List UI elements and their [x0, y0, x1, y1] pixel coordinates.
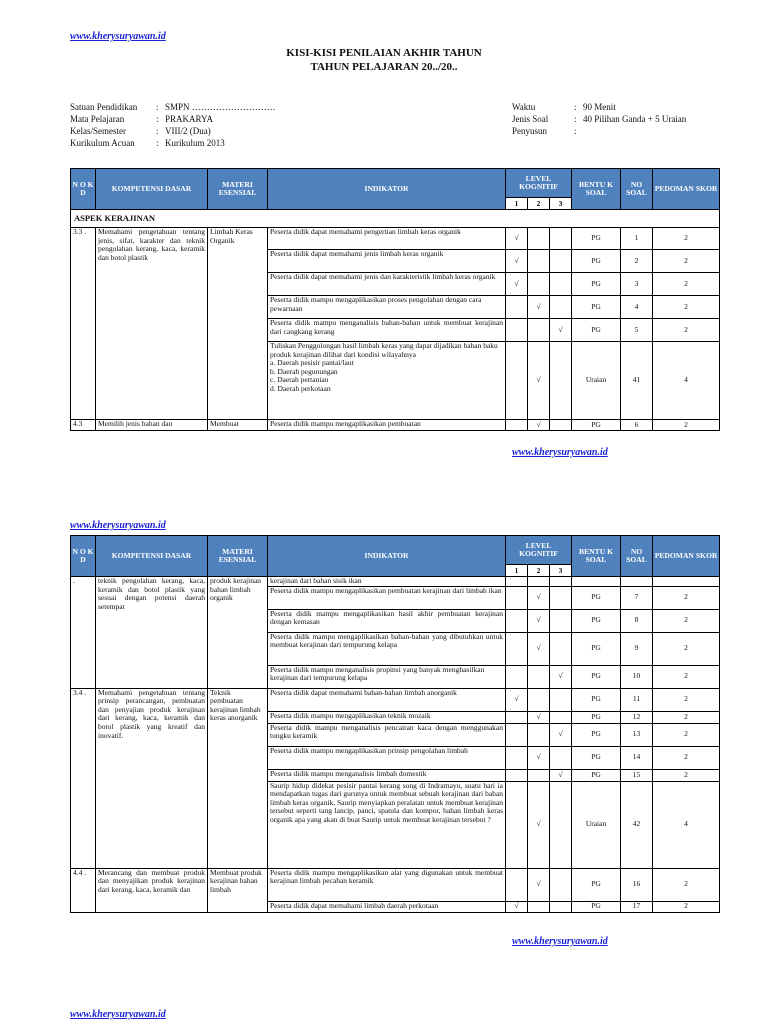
meta-key: Satuan Pendidikan: [70, 102, 138, 112]
materi-esensial: Membuat produk kerajinan bahan limbah: [208, 868, 268, 912]
level-3-mark: [550, 250, 572, 273]
indikator: Peserta didik mampu mengaplikasikan bahan-bahan yang dibutuhkan untuk membuat kerajinan dari tempurung kelapa: [268, 632, 506, 665]
bentuk-soal: PG: [572, 250, 621, 273]
pedoman-skor: 2: [653, 273, 720, 296]
level-1-mark: [506, 781, 528, 868]
header-materi: MATERI ESENSIAL: [208, 169, 268, 210]
bentuk-soal: PG: [572, 632, 621, 665]
materi-esensial: Limbah Keras Organik: [208, 228, 268, 420]
pedoman-skor: 2: [653, 420, 720, 431]
header-no-kd: N O K D: [71, 536, 96, 577]
header-no-soal: NO SOAL: [621, 536, 653, 577]
bentuk-soal: PG: [572, 586, 621, 609]
meta-value: 90 Menit: [583, 102, 616, 112]
pedoman-skor: 4: [653, 781, 720, 868]
pedoman-skor: 2: [653, 746, 720, 769]
kd-number: 3.4 .: [71, 688, 96, 868]
level-3-mark: [550, 688, 572, 711]
pedoman-skor: 2: [653, 319, 720, 342]
level-3-mark: [550, 273, 572, 296]
bentuk-soal: PG: [572, 688, 621, 711]
no-soal: 6: [621, 420, 653, 431]
uraian-option: a. Daerah pesisir pantai/laut: [270, 358, 354, 368]
indikator: Peserta didik dapat memahami limbah daerah perkotaan: [268, 901, 506, 912]
level-3-mark: [550, 901, 572, 912]
level-1-mark: [506, 769, 528, 781]
indikator-uraian: Saurip hidup didekat pesisir pantai kerang song di Indramayu, suatu hari ia mendapatkan tugas dari gurunya untuk membuat sebuah kerajinan dari bahan limbah keras organik, Saurip menyiapkan peralatan untuk membuat kerajinan tersebut seperti tang lancip, panci, spatula dan kompor, bahan limbah keras organik apa yang akan di buat Saurip untuk membuat kerajinan tersebut ?: [268, 781, 506, 868]
header-level: LEVEL KOGNITIF: [506, 536, 572, 565]
meta-row: [70, 101, 275, 113]
kompetensi-dasar: Merancang dan membuat produk dan menyajikan produk kerajinan dari kerang, kaca, keramik dan: [96, 868, 208, 912]
meta-left: [70, 101, 275, 149]
indikator: Peserta didik dapat memahami pengertian limbah keras organik: [268, 228, 506, 250]
meta-right: [512, 101, 686, 137]
header-level-2: 2: [528, 198, 550, 210]
level-3-mark: √: [550, 665, 572, 688]
pedoman-skor: 2: [653, 586, 720, 609]
header-pedoman: PEDOMAN SKOR: [653, 536, 720, 577]
level-2-mark: √: [528, 746, 550, 769]
meta-key: Kelas/Semester: [70, 126, 126, 136]
kompetensi-dasar: teknik pengolahan kerang, kaca, keramik dan botol plastik yang sesuai dengan potensi daerah setempat: [96, 577, 208, 689]
level-1-mark: [506, 868, 528, 901]
level-3-mark: [550, 586, 572, 609]
kompetensi-dasar: Memilih jenis bahan dan: [96, 420, 208, 431]
meta-row: [512, 101, 686, 113]
website-link-top[interactable]: www.kherysuryawan.id: [70, 31, 166, 42]
indikator: Peserta didik mampu mengaplikasikan pembuatan kerajinan dari limbah ikan: [268, 586, 506, 609]
level-1-mark: [506, 746, 528, 769]
level-3-mark: [550, 711, 572, 723]
bentuk-soal: PG: [572, 273, 621, 296]
no-soal: 42: [621, 781, 653, 868]
no-soal: 5: [621, 319, 653, 342]
indikator: Peserta didik mampu menganalisis bahan-bahan untuk membuat kerajinan dari cangkang kerang: [268, 319, 506, 342]
indikator: Peserta didik mampu menganalisis propinsi yang banyak menghasilkan kerajinan dari tempurung kelapa: [268, 665, 506, 688]
pedoman-skor: 2: [653, 665, 720, 688]
header-kompetensi: KOMPETENSI DASAR: [96, 169, 208, 210]
level-2-mark: √: [528, 342, 550, 420]
level-2-mark: [528, 319, 550, 342]
level-1-mark: [506, 723, 528, 746]
level-3-mark: [550, 746, 572, 769]
kisi-table-page-1: [70, 168, 720, 431]
level-2-mark: √: [528, 781, 550, 868]
header-no-soal: NO SOAL: [621, 169, 653, 210]
meta-row: [512, 113, 686, 125]
website-link-footer-2[interactable]: www.kherysuryawan.id: [512, 936, 608, 947]
indikator: Peserta didik mampu menganalisis pencairan kaca dengan menggunakan tungku keramik: [268, 723, 506, 746]
uraian-options: [270, 359, 503, 393]
meta-key: Jenis Soal: [512, 114, 549, 124]
materi-esensial: Membuat: [208, 420, 268, 431]
indikator: Peserta didik mampu mengaplikasikan hasil akhir pembuatan kerajinan dengan kemasan: [268, 609, 506, 632]
pedoman-skor: 2: [653, 688, 720, 711]
bentuk-soal: PG: [572, 746, 621, 769]
pedoman-skor: 2: [653, 901, 720, 912]
pedoman-skor: 2: [653, 723, 720, 746]
pedoman-skor: 2: [653, 609, 720, 632]
kd-number: 3.3 .: [71, 228, 96, 420]
no-soal: 13: [621, 723, 653, 746]
level-2-mark: [528, 901, 550, 912]
level-1-mark: √: [506, 250, 528, 273]
meta-value: VIII/2 (Dua): [165, 126, 211, 136]
pedoman-skor: 2: [653, 250, 720, 273]
indikator: Peserta didik dapat memahami jenis dan karakteristik limbah keras organik: [268, 273, 506, 296]
level-1-mark: [506, 665, 528, 688]
no-soal: 7: [621, 586, 653, 609]
bentuk-soal: PG: [572, 609, 621, 632]
pedoman-skor: 2: [653, 769, 720, 781]
header-materi: MATERI ESENSIAL: [208, 536, 268, 577]
meta-sep: :: [156, 126, 159, 136]
bentuk-soal: PG: [572, 420, 621, 431]
indikator-uraian: [268, 342, 506, 420]
level-1-mark: [506, 711, 528, 723]
meta-key: Penyusun: [512, 126, 548, 136]
no-soal: 8: [621, 609, 653, 632]
bentuk-soal: PG: [572, 711, 621, 723]
no-soal: [621, 577, 653, 587]
bentuk-soal: PG: [572, 296, 621, 319]
meta-row: [70, 113, 275, 125]
uraian-option: c. Daerah pertanian: [270, 375, 329, 385]
indikator: Peserta didik mampu mengaplikasikan teknik mozaik: [268, 711, 506, 723]
bentuk-soal: PG: [572, 665, 621, 688]
pedoman-skor: [653, 577, 720, 587]
no-soal: 4: [621, 296, 653, 319]
bentuk-soal: Uraian: [572, 342, 621, 420]
level-1-mark: √: [506, 273, 528, 296]
bentuk-soal: PG: [572, 769, 621, 781]
meta-key: Kurikulum Acuan: [70, 138, 135, 148]
level-3-mark: [550, 296, 572, 319]
website-link-footer-1[interactable]: www.kherysuryawan.id: [512, 447, 608, 458]
level-1-mark: √: [506, 688, 528, 711]
level-3-mark: [550, 342, 572, 420]
header-pedoman: PEDOMAN SKOR: [653, 169, 720, 210]
indikator: Peserta didik mampu mengaplikasikan proses pengolahan dengan cara pewarnaan: [268, 296, 506, 319]
bentuk-soal: PG: [572, 228, 621, 250]
level-2-mark: √: [528, 609, 550, 632]
header-level-3: 3: [550, 565, 572, 577]
kd-number: 4.4 .: [71, 868, 96, 912]
meta-value: PRAKARYA: [165, 114, 214, 124]
level-3-mark: √: [550, 319, 572, 342]
meta-row: [70, 137, 275, 149]
header-level: LEVEL KOGNITIF: [506, 169, 572, 198]
level-3-mark: [550, 420, 572, 431]
pedoman-skor: 2: [653, 868, 720, 901]
no-soal: 14: [621, 746, 653, 769]
uraian-option: d. Daerah perkotaan: [270, 383, 331, 393]
level-1-mark: [506, 577, 528, 587]
header-level-3: 3: [550, 198, 572, 210]
level-1-mark: [506, 342, 528, 420]
level-1-mark: [506, 420, 528, 431]
bentuk-soal: Uraian: [572, 781, 621, 868]
level-1-mark: [506, 586, 528, 609]
meta-sep: :: [574, 114, 577, 124]
header-no-kd: N O K D: [71, 169, 96, 210]
kd-number: 4.3: [71, 420, 96, 431]
meta-sep: :: [156, 102, 159, 112]
materi-esensial: Teknik pembuatan kerajinan limbah keras anorganik: [208, 688, 268, 868]
no-soal: 41: [621, 342, 653, 420]
bentuk-soal: PG: [572, 723, 621, 746]
level-1-mark: [506, 632, 528, 665]
no-soal: 17: [621, 901, 653, 912]
meta-sep: :: [574, 126, 577, 136]
bentuk-soal: PG: [572, 319, 621, 342]
kd-number: .: [71, 577, 96, 689]
bentuk-soal: PG: [572, 901, 621, 912]
level-1-mark: √: [506, 228, 528, 250]
no-soal: 15: [621, 769, 653, 781]
level-3-mark: √: [550, 723, 572, 746]
no-soal: 11: [621, 688, 653, 711]
header-bentuk: BENTU K SOAL: [572, 169, 621, 210]
level-2-mark: [528, 769, 550, 781]
header-level-2: 2: [528, 565, 550, 577]
uraian-option: b. Daerah pegunungan: [270, 366, 338, 376]
meta-key: Mata Pelajaran: [70, 114, 125, 124]
materi-esensial: produk kerajinan bahan limbah organik: [208, 577, 268, 689]
meta-value: Kurikulum 2013: [165, 138, 225, 148]
kompetensi-dasar: Memahami pengetahuan tentang prinsip perancangan, pembuatan dan penyajian produk kerajinan dari kerang, kaca, keramik dan botol plastik yang kreatif dan inovatif.: [96, 688, 208, 868]
indikator: Peserta didik dapat memahami bahan-bahan limbah anorganik: [268, 688, 506, 711]
meta-sep: :: [574, 102, 577, 112]
meta-row: [70, 125, 275, 137]
level-3-mark: [550, 609, 572, 632]
level-3-mark: [550, 781, 572, 868]
indikator: Peserta didik mampu mengaplikasikan prinsip pengolahan limbah: [268, 746, 506, 769]
pedoman-skor: 2: [653, 711, 720, 723]
uraian-question: Tuliskan Penggolongan hasil limbah keras yang dapat dijadikan bahan baku produk kerajinan dilihat dari kondisi wilayahnya: [270, 341, 498, 359]
no-soal: 1: [621, 228, 653, 250]
level-2-mark: [528, 665, 550, 688]
website-link-page-3[interactable]: www.kherysuryawan.id: [70, 1009, 166, 1020]
level-2-mark: [528, 688, 550, 711]
document-title: KISI-KISI PENILAIAN AKHIR TAHUN: [286, 47, 482, 59]
pedoman-skor: 2: [653, 632, 720, 665]
indikator: Peserta didik dapat memahami jenis limbah keras organik: [268, 250, 506, 273]
pedoman-skor: 2: [653, 228, 720, 250]
header-bentuk: BENTU K SOAL: [572, 536, 621, 577]
kompetensi-dasar: Memahami pengetahuan tentang jenis, sifat, karakter dan teknik pengolahan kerang, kaca, keramik dan botol plastik: [96, 228, 208, 420]
level-1-mark: [506, 319, 528, 342]
no-soal: 10: [621, 665, 653, 688]
meta-sep: :: [156, 138, 159, 148]
meta-sep: :: [156, 114, 159, 124]
level-3-mark: √: [550, 769, 572, 781]
level-1-mark: [506, 609, 528, 632]
header-indikator: INDIKATOR: [268, 169, 506, 210]
level-2-mark: [528, 273, 550, 296]
meta-value: SMPN ……………………….: [165, 102, 276, 112]
no-soal: 2: [621, 250, 653, 273]
level-3-mark: [550, 577, 572, 587]
level-2-mark: [528, 228, 550, 250]
no-soal: 16: [621, 868, 653, 901]
level-2-mark: [528, 723, 550, 746]
meta-row: [512, 125, 686, 137]
header-indikator: INDIKATOR: [268, 536, 506, 577]
level-2-mark: √: [528, 632, 550, 665]
level-2-mark: [528, 577, 550, 587]
pedoman-skor: 2: [653, 296, 720, 319]
indikator: Peserta didik mampu mengaplikasikan pembuatan: [268, 420, 506, 431]
indikator: Peserta didik mampu mengaplikasikan alat yang digunakan untuk membuat kerajinan limbah pecahan keramik: [268, 868, 506, 901]
indikator: Peserta didik mampu menganalisis limbah domestik: [268, 769, 506, 781]
header-level-1: 1: [506, 198, 528, 210]
meta-value: 40 Pilihan Ganda + 5 Uraian: [583, 114, 687, 124]
level-1-mark: [506, 296, 528, 319]
header-kompetensi: KOMPETENSI DASAR: [96, 536, 208, 577]
document-subtitle: TAHUN PELAJARAN 20../20..: [310, 61, 458, 73]
aspek-heading: ASPEK KERAJINAN: [71, 210, 720, 228]
website-link-page-2[interactable]: www.kherysuryawan.id: [70, 520, 166, 531]
level-1-mark: √: [506, 901, 528, 912]
level-3-mark: [550, 868, 572, 901]
level-3-mark: [550, 228, 572, 250]
level-2-mark: √: [528, 868, 550, 901]
no-soal: 3: [621, 273, 653, 296]
level-3-mark: [550, 632, 572, 665]
meta-key: Waktu: [512, 102, 536, 112]
no-soal: 12: [621, 711, 653, 723]
level-2-mark: √: [528, 420, 550, 431]
bentuk-soal: PG: [572, 868, 621, 901]
pedoman-skor: 4: [653, 342, 720, 420]
kisi-table-page-2: [70, 535, 720, 913]
indikator: kerajinan dari bahan sisik ikan: [268, 577, 506, 587]
header-level-1: 1: [506, 565, 528, 577]
bentuk-soal: [572, 577, 621, 587]
level-2-mark: [528, 250, 550, 273]
level-2-mark: √: [528, 711, 550, 723]
level-2-mark: √: [528, 586, 550, 609]
no-soal: 9: [621, 632, 653, 665]
level-2-mark: √: [528, 296, 550, 319]
